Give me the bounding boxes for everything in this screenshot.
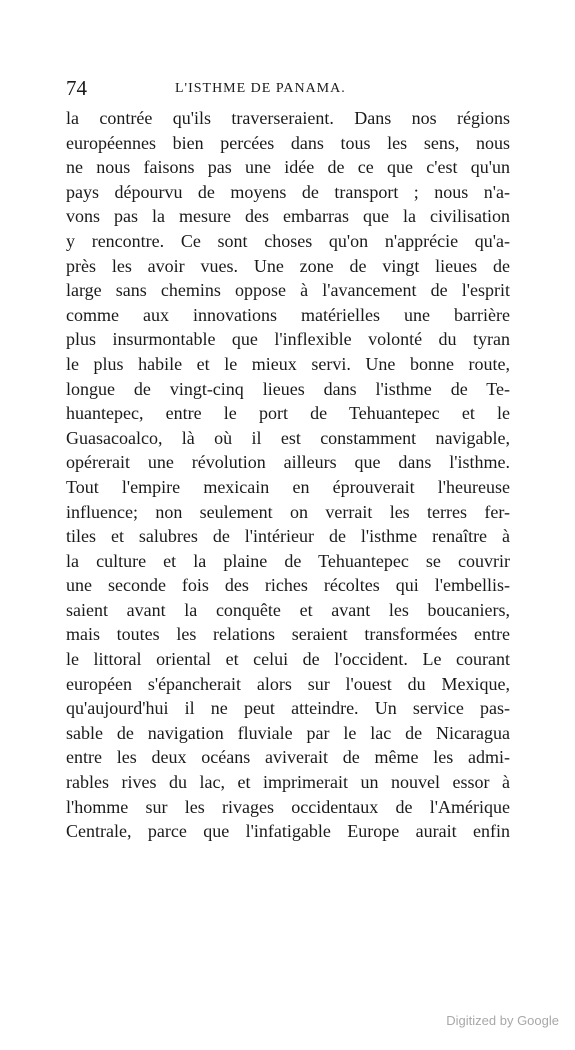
text-line: européen s'épancherait alors sur l'ouest du Mexique, [66, 673, 510, 694]
text-line: la culture et la plaine de Tehuantepec se couvrir [66, 550, 510, 571]
text-line: qu'aujourd'hui il ne peut atteindre. Un service pas- [66, 698, 510, 719]
running-title: L'ISTHME DE PANAMA. [175, 81, 346, 96]
text-line: Guasacoalco, là où il est constamment navigable, [66, 427, 510, 448]
text-line: vons pas la mesure des embarras que la civilisation [66, 206, 510, 227]
text-line: huantepec, entre le port de Tehuantepec et le [66, 403, 510, 424]
text-line: opérerait une révolution ailleurs que dans l'isthme. [66, 452, 510, 473]
text-line: y rencontre. Ce sont choses qu'on n'apprécie qu'a- [66, 230, 510, 251]
text-line: influence; non seulement on verrait les terres fer- [66, 501, 510, 522]
text-line: près les avoir vues. Une zone de vingt lieues de [66, 255, 510, 276]
text-line: la contrée qu'ils traverseraient. Dans nos régions [66, 108, 510, 128]
text-line: tiles et salubres de l'intérieur de l'isthme renaître à [66, 526, 510, 547]
text-line: ne nous faisons pas une idée de ce que c'est qu'un [66, 157, 510, 178]
text-line: le littoral oriental et celui de l'occident. Le courant [66, 649, 510, 670]
text-line: large sans chemins oppose à l'avancement de l'esprit [66, 280, 510, 301]
text-line: sable de navigation fluviale par le lac de Nicaragua [66, 722, 510, 743]
text-line: entre les deux océans aviverait de même les admi- [66, 747, 510, 768]
text-line: pays dépourvu de moyens de transport ; nous n'a- [66, 181, 510, 202]
text-line: Centrale, parce que l'infatigable Europe aurait enfin [66, 821, 510, 842]
text-line: rables rives du lac, et imprimerait un nouvel essor à [66, 772, 510, 793]
text-line: européennes bien percées dans tous les sens, nous [66, 132, 510, 153]
text-line: comme aux innovations matérielles une barrière [66, 304, 510, 325]
text-line: plus insurmontable que l'inflexible volonté du tyran [66, 329, 510, 350]
body-text [66, 106, 510, 844]
text-line: le plus habile et le mieux servi. Une bonne route, [66, 353, 510, 374]
text-line: l'homme sur les rivages occidentaux de l'Amérique [66, 796, 510, 817]
page-number: 74 [66, 76, 87, 100]
text-line: Tout l'empire mexicain en éprouverait l'heureuse [66, 476, 510, 497]
text-line: longue de vingt-cinq lieues dans l'isthme de Te- [66, 378, 510, 399]
text-line: mais toutes les relations seraient transformées entre [66, 624, 510, 645]
text-line: une seconde fois des riches récoltes qui l'embellis- [66, 575, 510, 596]
digitized-watermark: Digitized by Google [446, 1013, 559, 1028]
text-line: saient avant la conquête et avant les boucaniers, [66, 599, 510, 620]
